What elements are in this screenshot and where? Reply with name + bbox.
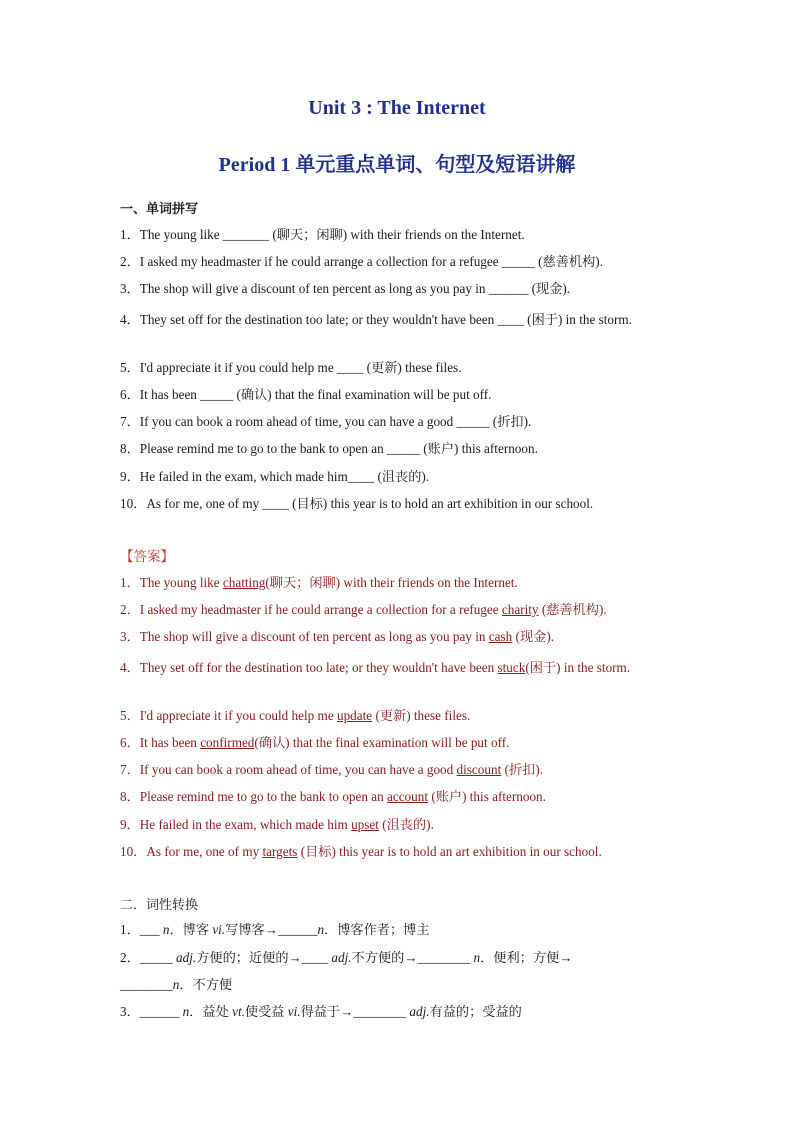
answer-line: 1．The young like chatting(聊天；闲聊) with their friends on the Internet. bbox=[120, 575, 518, 590]
exercise-line: 10．As for me, one of my ____ (目标) this year is to hold an art exhibition in our school. bbox=[120, 496, 594, 511]
answer-line: 2．I asked my headmaster if he could arrange a collection for a refugee charity (慈善机构). bbox=[120, 602, 607, 617]
exercise-line: 3．The shop will give a discount of ten percent as long as you pay in ______ (现金). bbox=[120, 281, 571, 296]
answer-word: upset bbox=[351, 817, 379, 832]
answer-line: 3．The shop will give a discount of ten percent as long as you pay in cash (现金). bbox=[120, 629, 555, 644]
section1-heading: 一、单词拼写 bbox=[120, 202, 199, 217]
answer-line: 10．As for me, one of my targets (目标) this year is to hold an art exhibition in our school. bbox=[120, 844, 602, 859]
answer-line: 5．I'd appreciate it if you could help me update (更新) these files. bbox=[120, 708, 471, 723]
answer-line: 6．It has been confirmed(确认) that the final examination will be put off. bbox=[120, 735, 510, 750]
answer-word: cash bbox=[488, 629, 513, 644]
exercise-line: 6．It has been _____ (确认) that the final examination will be put off. bbox=[120, 387, 492, 402]
answer-line: 9．He failed in the exam, which made him upset (沮丧的). bbox=[120, 817, 434, 832]
exercise-line: 8．Please remind me to go to the bank to open an _____ (账户) this afternoon. bbox=[120, 441, 538, 456]
section2-heading: 二．词性转换 bbox=[120, 898, 199, 913]
answer-word: chatting bbox=[222, 575, 266, 590]
answer-line: 7．If you can book a room ahead of time, you can have a good discount (折扣). bbox=[120, 762, 544, 777]
answer-line: 8．Please remind me to go to the bank to open an account (账户) this afternoon. bbox=[120, 789, 546, 804]
answer-line: 4．They set off for the destination too late; or they wouldn't have been stuck(困于) in the storm. bbox=[120, 660, 631, 675]
conversion-line: ________n．不方便 bbox=[120, 977, 233, 992]
conversion-line: 2．_____ adj.方便的；近便的→____ adj.不方便的→________ n．便利；方便→ bbox=[120, 950, 573, 965]
answer-word: confirmed bbox=[200, 735, 255, 750]
exercise-line: 7．If you can book a room ahead of time, you can have a good _____ (折扣). bbox=[120, 414, 532, 429]
conversion-line: 1．___ n．博客 vi.写博客→______n．博客作者；博主 bbox=[120, 922, 430, 937]
page-subtitle: Period 1 单元重点单词、句型及短语讲解 bbox=[218, 154, 576, 176]
exercise-line: 5．I'd appreciate it if you could help me ____ (更新) these files. bbox=[120, 360, 462, 375]
exercise-line: 9．He failed in the exam, which made him____ (沮丧的). bbox=[120, 469, 430, 484]
exercise-line: 1．The young like _______ (聊天；闲聊) with their friends on the Internet. bbox=[120, 227, 525, 242]
answer-word: update bbox=[336, 708, 373, 723]
answer-word: stuck bbox=[497, 660, 526, 675]
exercise-line: 4．They set off for the destination too late; or they wouldn't have been ____ (困于) in the storm. bbox=[120, 312, 632, 327]
answer-word: discount bbox=[456, 762, 502, 777]
answer-word: account bbox=[387, 789, 429, 804]
answer-word: targets bbox=[262, 844, 298, 859]
page-title: Unit 3 : The Internet bbox=[308, 97, 486, 119]
answer-heading: 【答案】 bbox=[120, 549, 174, 565]
exercise-line: 2．I asked my headmaster if he could arrange a collection for a refugee _____ (慈善机构). bbox=[120, 254, 603, 269]
conversion-line: 3．______ n．益处 vt.使受益 vi.得益于→________ adj.有益的；受益的 bbox=[120, 1004, 522, 1019]
answer-word: charity bbox=[501, 602, 539, 617]
